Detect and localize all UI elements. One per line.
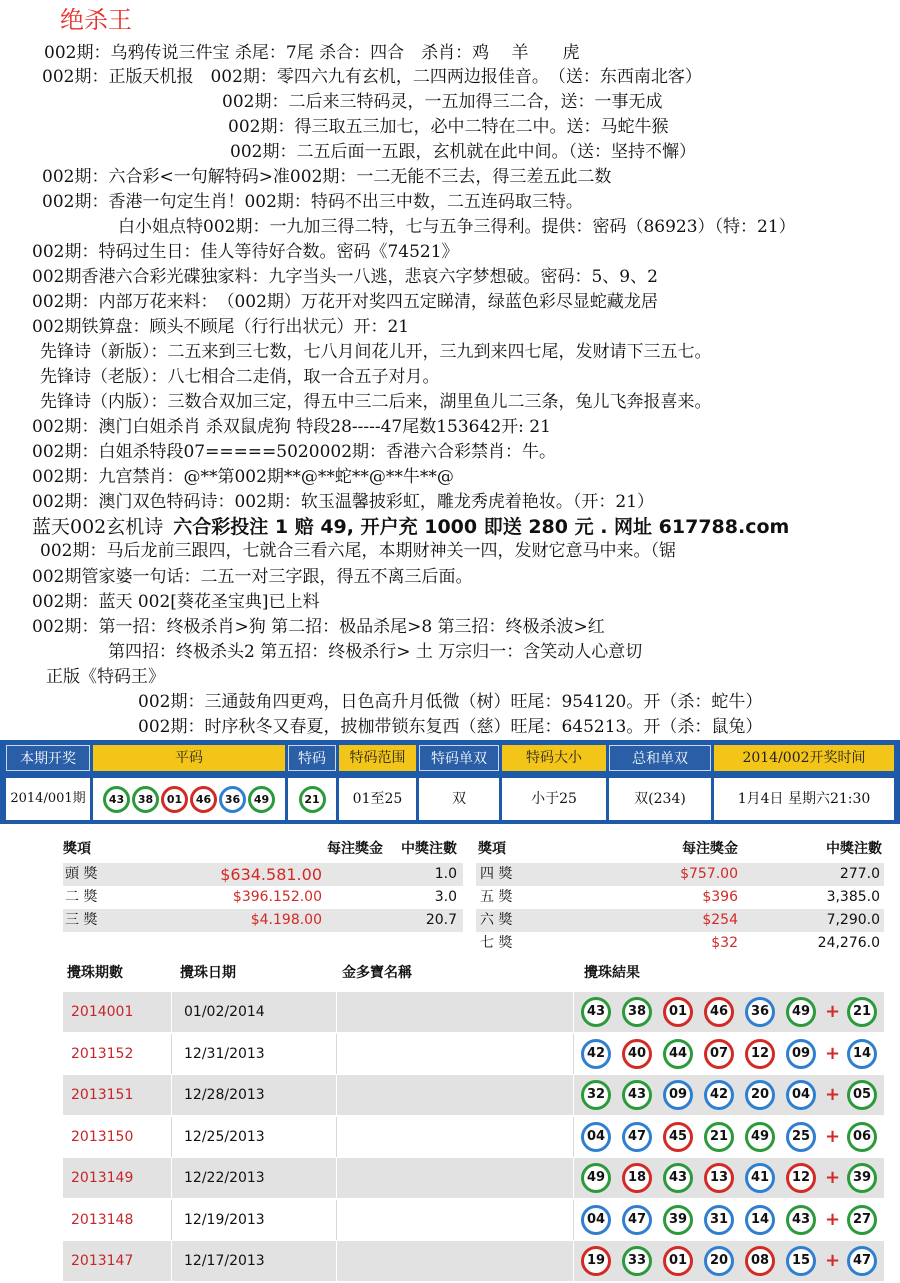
result-ball: 41 [745,1163,775,1193]
prize-row [63,886,463,909]
plus-sign: + [825,1250,841,1271]
text-line: 先锋诗（新版）：二五来到三七数，七八月间花儿开，三九到来四七尾，发财请下三五七。 [40,342,712,362]
header-sum-odd-even: 总和单双 [609,745,711,771]
result-ball: 43 [663,1163,693,1193]
draw-date: 12/28/2013 [184,1087,265,1103]
special-ball: 21 [299,786,326,813]
table-row [63,1075,884,1115]
draw-period: 2013151 [71,1087,134,1103]
prize-header-count: 中獎注數 [401,841,457,857]
result-special-ball: 27 [847,1205,877,1235]
prize-count: 24,276.0 [817,935,880,951]
draw-period: 2013150 [71,1129,134,1145]
result-ball: 42 [704,1080,734,1110]
result-ball: 18 [622,1163,652,1193]
prize-row [476,886,884,909]
text-line: 002期：澳门双色特码诗：002期：软玉温馨披彩虹，雕龙秀虎着艳妆。（开：21） [32,492,655,512]
result-ball: 45 [663,1122,693,1152]
current-period: 2014/001期 [6,778,90,820]
prize-header-amount: 每注獎金 [682,841,738,857]
column-divider [336,1117,337,1157]
result-ball: 25 [786,1122,816,1152]
result-ball: 01 [663,997,693,1027]
prize-name: 三 獎 [65,912,98,928]
text-line: 002期：三通鼓角四更鸡，日色高升月低微（树）旺尾：954120。开（杀：蛇牛） [138,692,763,712]
prize-amount: $634.581.00 [220,865,322,884]
prize-row [63,863,463,886]
result-ball: 04 [786,1080,816,1110]
header-special: 特码 [288,745,336,771]
draws-header-result: 攪珠結果 [584,965,640,981]
column-divider [171,1158,172,1198]
text-line: 白小姐点特002期：一九加三得二特，七与五争三得利。提供：密码（86923）（特：21） [118,217,796,237]
special-range: 01至25 [339,778,416,820]
text-line: 002期：乌鸦传说三件宝 杀尾：7尾 杀合：四合 杀肖：鸡 羊 虎 [44,43,580,63]
column-divider [573,1158,574,1198]
plus-sign: + [825,1043,841,1064]
text-line: 002期：蓝天 002[葵花圣宝典]已上料 [32,592,320,612]
result-special-ball: 06 [847,1122,877,1152]
plus-sign: + [825,1084,841,1105]
sum-odd-even: 双(234) [609,778,711,820]
promo-line [32,512,789,539]
column-divider [336,992,337,1032]
promo-prefix: 蓝天002玄机诗 [32,516,164,538]
ball: 36 [219,786,246,813]
result-ball: 09 [786,1039,816,1069]
result-ball: 12 [786,1163,816,1193]
result-special-ball: 39 [847,1163,877,1193]
column-divider [171,1075,172,1115]
result-special-ball: 47 [847,1246,877,1276]
column-divider [171,1117,172,1157]
text-line: 002期：白姐杀特段07=====5020002期：香港六合彩禁肖：牛。 [32,442,557,462]
prize-header-name: 獎項 [478,841,506,857]
text-line: 正版《特码王》 [46,667,165,687]
text-line: 002期：六合彩<一句解特码>准002期：一二无能不三去，得三差五此二数 [42,167,612,187]
prize-count: 277.0 [839,866,880,882]
text-line: 第四招：终极杀头2 第五招：终极杀行> 土 万宗归一：含笑动人心意切 [108,642,643,662]
result-ball: 33 [622,1246,652,1276]
table-row [63,1241,884,1281]
header-special-range: 特码范围 [339,745,416,771]
column-divider [336,1158,337,1198]
prize-amount: $32 [711,935,738,951]
result-ball: 43 [581,997,611,1027]
draws-header-date: 攪珠日期 [180,965,236,981]
column-divider [171,1200,172,1240]
table-row [63,1117,884,1157]
result-ball: 21 [704,1122,734,1152]
prize-header-name: 獎項 [63,841,91,857]
draw-period: 2013148 [71,1212,134,1228]
header-current-draw: 本期开奖 [6,745,90,771]
text-line: 002期：特码过生日：佳人等待好合数。密码《74521》 [32,242,459,262]
header-next-draw-time: 2014/002开奖时间 [714,745,894,771]
draw-date: 12/19/2013 [184,1212,265,1228]
prize-name: 七 獎 [480,935,513,951]
prize-name: 二 獎 [65,889,98,905]
prize-row [476,909,884,932]
text-line: 002期管家婆一句话：二五一对三字跟，得五不离三后面。 [32,567,473,587]
draw-date: 01/02/2014 [184,1004,265,1020]
column-divider [573,1117,574,1157]
result-ball: 38 [622,997,652,1027]
text-line: 002期：时序秋冬又春夏，披枷带锁东复西（慈）旺尾：645213。开（杀：鼠兔） [138,717,763,737]
ball: 38 [132,786,159,813]
prize-count: 7,290.0 [826,912,880,928]
result-special-ball: 14 [847,1039,877,1069]
table-row [63,1200,884,1240]
text-line: 先锋诗（老版）：八七相合二走俏，取一合五子对月。 [40,367,440,387]
header-regular-numbers: 平码 [93,745,285,771]
column-divider [171,992,172,1032]
special-size: 小于25 [502,778,606,820]
result-ball: 20 [704,1246,734,1276]
plus-sign: + [825,1167,841,1188]
prize-name: 五 獎 [480,889,513,905]
prize-table-right [476,838,884,958]
prize-amount: $396 [702,889,738,905]
header-size: 特码大小 [502,745,606,771]
header-odd-even: 特码单双 [419,745,499,771]
result-ball: 46 [704,997,734,1027]
prize-amount: $4.198.00 [250,912,322,928]
result-ball: 09 [663,1080,693,1110]
ball: 43 [103,786,130,813]
prize-row [63,909,463,932]
result-ball: 12 [745,1039,775,1069]
result-ball: 31 [704,1205,734,1235]
table-row [63,1158,884,1198]
result-ball: 19 [581,1246,611,1276]
prize-count: 20.7 [425,912,457,928]
column-divider [573,1200,574,1240]
column-divider [171,1034,172,1074]
draw-period: 2014001 [71,1004,134,1020]
draw-date: 12/17/2013 [184,1253,265,1269]
promo-ad: 六合彩投注 1 赔 49, 开户充 1000 即送 280 元 . 网址 617788.com [173,516,790,538]
result-ball: 44 [663,1039,693,1069]
prize-header-amount: 每注獎金 [327,841,383,857]
result-ball: 14 [745,1205,775,1235]
column-divider [573,1241,574,1281]
regular-balls [93,778,285,820]
result-ball: 08 [745,1246,775,1276]
prize-amount: $396.152.00 [232,889,322,905]
ball: 01 [161,786,188,813]
column-divider [573,992,574,1032]
result-ball: 32 [581,1080,611,1110]
result-ball: 47 [622,1122,652,1152]
result-special-ball: 21 [847,997,877,1027]
prize-table-left [63,838,463,938]
prize-name: 六 獎 [480,912,513,928]
column-divider [573,1075,574,1115]
result-special-ball: 05 [847,1080,877,1110]
result-ball: 01 [663,1246,693,1276]
result-ball: 39 [663,1205,693,1235]
result-ball: 04 [581,1205,611,1235]
page-title: 绝杀王 [60,6,132,34]
prize-count: 3.0 [434,889,457,905]
text-line: 002期：香港一句定生肖！002期：特码不出三中数，二五连码取三特。 [42,192,583,212]
result-ball: 07 [704,1039,734,1069]
text-line: 002期：得三取五三加七，必中二特在二中。送：马蛇牛猴 [228,117,669,137]
column-divider [171,1241,172,1281]
prize-amount: $254 [702,912,738,928]
result-ball: 04 [581,1122,611,1152]
column-divider [336,1075,337,1115]
draw-period: 2013149 [71,1170,134,1186]
result-ball: 47 [622,1205,652,1235]
draw-date: 12/31/2013 [184,1046,265,1062]
table-row [63,992,884,1032]
text-line: 002期香港六合彩光碟独家料：九字当头一八逃，悲哀六字梦想破。密码：5、9、2 [32,267,658,287]
draw-date: 12/22/2013 [184,1170,265,1186]
result-ball: 43 [786,1205,816,1235]
result-ball: 49 [581,1163,611,1193]
draws-header-name: 金多寶名稱 [342,965,412,981]
ball: 49 [248,786,275,813]
result-ball: 42 [581,1039,611,1069]
draw-period: 2013147 [71,1253,134,1269]
text-line: 002期：内部万花来料： （002期）万花开对奖四五定睇清，绿蓝色彩尽显蛇藏龙居 [32,292,658,312]
plus-sign: + [825,1209,841,1230]
prize-count: 3,385.0 [826,889,880,905]
text-line: 002期：九宫禁肖：@**第002期**@**蛇**@**牛**@ [32,467,454,487]
prize-header-count: 中獎注數 [826,841,882,857]
text-line: 002期铁算盘：顾头不顾尾（行行出状元）开：21 [32,317,410,337]
result-ball: 40 [622,1039,652,1069]
prize-count: 1.0 [434,866,457,882]
special-ball-cell [288,778,336,820]
result-ball: 43 [622,1080,652,1110]
text-line: 002期：澳门白姐杀肖 杀双鼠虎狗 特段28-----47尾数153642开: 21 [32,417,551,437]
result-ball: 15 [786,1246,816,1276]
draw-date: 12/25/2013 [184,1129,265,1145]
prize-amount: $757.00 [680,866,738,882]
column-divider [336,1241,337,1281]
column-divider [573,1034,574,1074]
prize-row [476,932,884,955]
prize-name: 四 獎 [480,866,513,882]
text-line: 002期：正版天机报 002期：零四六九有玄机，二四两边报佳音。 （送：东西南北客） [42,67,702,87]
text-line: 002期：二五后面一五跟，玄机就在此中间。（送：坚持不懈） [230,142,696,162]
text-line: 002期：二后来三特码灵，一五加得三二合，送：一事无成 [222,92,663,112]
column-divider [336,1200,337,1240]
plus-sign: + [825,1126,841,1147]
prize-name: 頭 獎 [65,866,98,882]
result-ball: 49 [745,1122,775,1152]
text-line: 002期：第一招：终极杀肖>狗 第二招：极品杀尾>8 第三招：终极杀波>红 [32,617,605,637]
result-ball: 49 [786,997,816,1027]
plus-sign: + [825,1001,841,1022]
next-draw-time: 1月4日 星期六21:30 [714,778,894,820]
table-row [63,1034,884,1074]
column-divider [336,1034,337,1074]
draws-header-period: 攪珠期數 [67,965,123,981]
draw-period: 2013152 [71,1046,134,1062]
prize-row [476,863,884,886]
text-line: 002期：马后龙前三跟四，七就合三看六尾，本期财神关一四，发财它意马中来。（锯 [40,541,676,561]
ball: 46 [190,786,217,813]
special-odd-even: 双 [419,778,499,820]
result-ball: 13 [704,1163,734,1193]
result-ball: 20 [745,1080,775,1110]
text-line: 先锋诗（内版）：三数合双加三定，得五中三二后来，湖里鱼儿二三条，兔儿飞奔报喜来。 [40,392,712,412]
result-ball: 36 [745,997,775,1027]
